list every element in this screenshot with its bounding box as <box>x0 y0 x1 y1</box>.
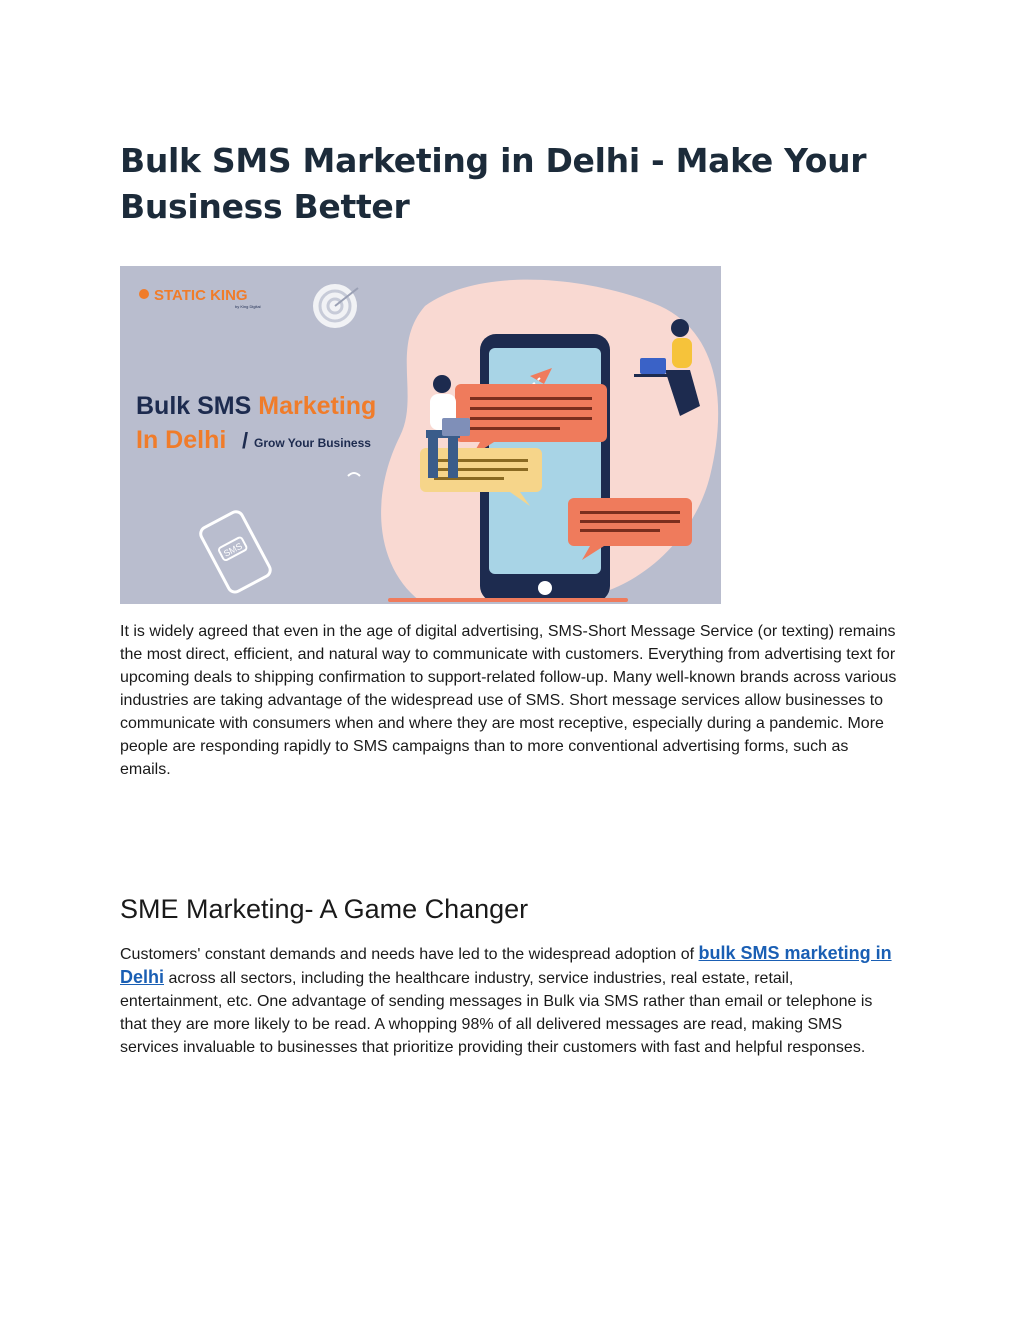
floor-line <box>388 598 628 602</box>
paragraph-text-before-link: Customers' constant demands and needs have led to the widespread adoption of <box>120 946 699 963</box>
brand-logo <box>139 287 261 309</box>
sms-icon-label: SMS <box>222 540 244 559</box>
target-icon <box>313 284 358 328</box>
paragraph-text-after-link: across all sectors, including the healthcare industry, service industries, real estate, retail, entertainment, etc. One advantage of sending messages in Bulk via SMS rather than email or telephone is that they are more likely to be read. A whopping 98% of all delivered messages are read, making SMS services invaluable to businesses that prioritize providing their customers with fast and helpful responses. <box>120 970 873 1056</box>
section-heading: SME Marketing- A Game Changer <box>120 894 529 924</box>
headline-subline: Grow Your Business <box>254 436 371 450</box>
pin-icon <box>139 289 149 299</box>
page-title: Bulk SMS Marketing in Delhi - Make Your Business Better <box>120 141 867 226</box>
headline-bulk-sms: Bulk SMS <box>136 392 259 420</box>
svg-text:Bulk SMS Marketing <box>136 392 376 420</box>
brand-tagline: by King Digital <box>235 304 261 309</box>
headline-marketing: Marketing <box>258 392 377 420</box>
intro-paragraph: It is widely agreed that even in the age of digital advertising, SMS-Short Message Service (or texting) remains the most direct, efficient, and natural way to communicate with customers. Everything from advertising text for upcoming deals to shipping confirmation to support-related follow-up. Many well-known brands across various industries are taking advantage of the widespread use of SMS. Short message services allow businesses to communicate with consumers when and where they are most receptive, especially during a pandemic. More people are responding rapidly to SMS campaigns than to more conventional advertising forms, such as emails. <box>120 623 897 778</box>
headline-in-delhi: In Delhi <box>136 426 227 454</box>
sms-phone-icon <box>198 509 272 594</box>
decor-wave <box>348 473 360 476</box>
brand-name: STATIC KING <box>154 287 248 304</box>
section-paragraph <box>120 942 900 1059</box>
bulk-sms-marketing-link[interactable]: bulk SMS marketing in Delhi <box>120 943 892 987</box>
headline-separator: / <box>242 428 249 453</box>
hero-banner-image <box>120 266 721 604</box>
